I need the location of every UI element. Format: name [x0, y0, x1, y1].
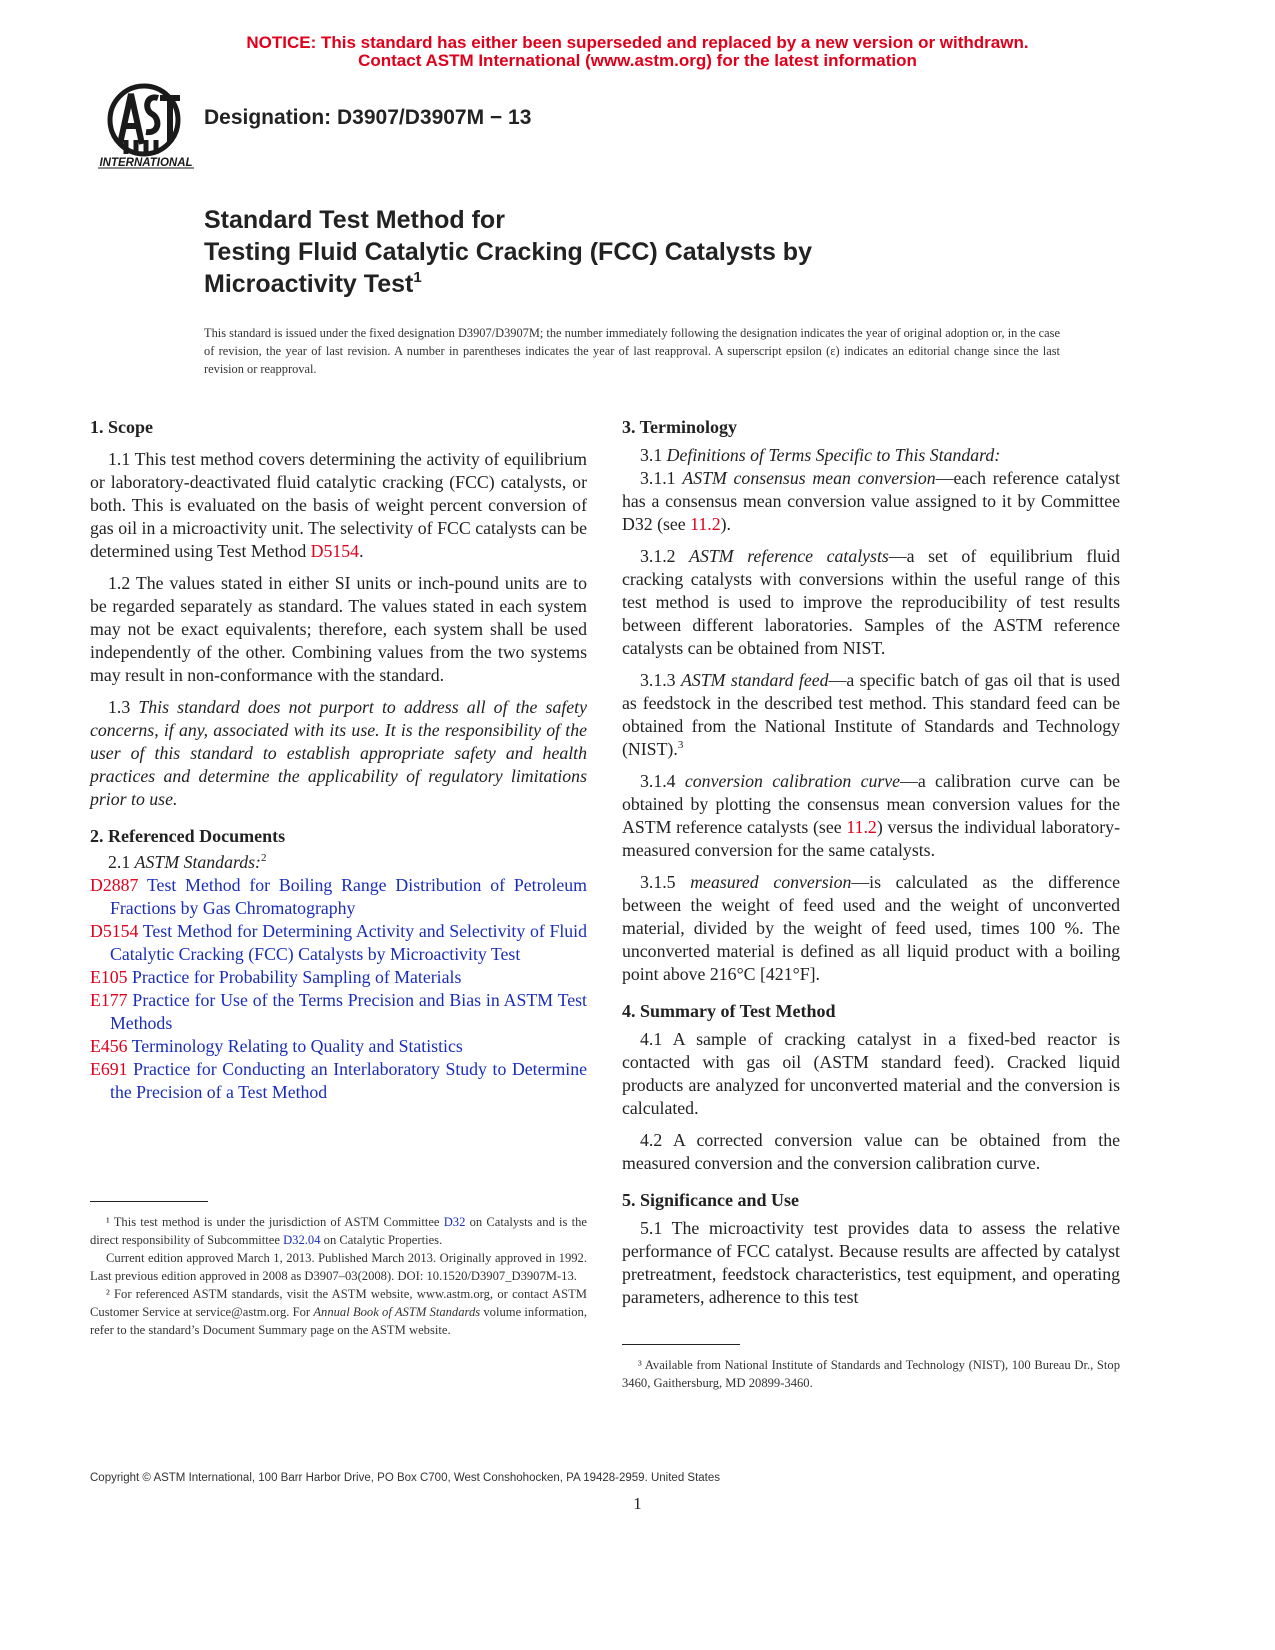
ref-title[interactable]: Test Method for Determining Activity and Selectivity of Fluid Catalytic Cracking (FCC) Catalysts by Microactivity Test: [110, 921, 587, 964]
para-3-1-4-end: ) versus the individual laboratory-measured conversion for the same catalysts.: [622, 817, 1120, 860]
para-1-1-end: .: [359, 541, 364, 561]
title-line-1: Standard Test Method for: [204, 206, 505, 234]
para-3-1-text: Definitions of Terms Specific to This Standard:: [666, 445, 1001, 465]
ref-title[interactable]: Practice for Probability Sampling of Materials: [127, 967, 462, 987]
designation: Designation: D3907/D3907M − 13: [204, 106, 532, 129]
para-3-1: [622, 444, 1120, 467]
footnote-2: [90, 1285, 587, 1339]
para-4-2: 4.2 A corrected conversion value can be obtained from the measured conversion and the conversion calibration curve.: [622, 1130, 1120, 1173]
footnote-2-italic: Annual Book of ASTM Standards: [313, 1305, 481, 1319]
title-line-3: [204, 268, 1154, 300]
term-consensus-mean: ASTM consensus mean conversion: [682, 468, 936, 488]
para-3-1-1-num: 3.1.1: [640, 468, 683, 488]
right-column: [622, 416, 1120, 1318]
ref-title[interactable]: Practice for Conducting an Interlaboratory Study to Determine the Precision of a Test Method: [110, 1059, 587, 1102]
para-3-1-3: [622, 669, 1120, 761]
para-3-1-5-text: —is calculated as the difference between the weight of feed used and the weight of unconverted material, divided by the weight of feed used, times 100 %. The unconverted material is defined as all liquid product with a boiling point above 216°C [421°F].: [622, 872, 1120, 984]
footnote-1-text-c: on Catalytic Properties.: [320, 1233, 443, 1247]
para-1-1: [90, 448, 587, 563]
footnotes-right: [622, 1356, 1120, 1392]
copyright-line: Copyright © ASTM International, 100 Barr Harbor Drive, PO Box C700, West Conshohocken, PA 19428-2959. United States: [90, 1472, 721, 1484]
para-3-1-5-num: 3.1.5: [640, 872, 691, 892]
para-5-1: 5.1 The microactivity test provides data to assess the relative performance of FCC catalyst. Because results are affected by catalyst pretreatment, feedstock characteristics, test equipment, and operating parameters, adherence to this test: [622, 1218, 1120, 1307]
title-line-3-text: Microactivity Test: [204, 270, 414, 298]
page-number: 1: [633, 1494, 642, 1513]
para-1-3-num: 1.3: [108, 697, 139, 717]
term-standard-feed: ASTM standard feed: [681, 670, 829, 690]
section-3-heading: 3. Terminology: [622, 417, 738, 437]
ref-code[interactable]: E177: [90, 990, 128, 1010]
term-calibration-curve: conversion calibration curve: [684, 771, 901, 791]
para-3-1-3-text: —a specific batch of gas oil that is used as feedstock in the described test method. This standard feed can be obtained from the National Institute of Standards and Technology (NIST).: [622, 670, 1120, 759]
para-3-1-4-num: 3.1.4: [640, 771, 685, 791]
title-line-2: Testing Fluid Catalytic Cracking (FCC) Catalysts by: [204, 238, 812, 266]
section-2-heading: 2. Referenced Documents: [90, 826, 286, 846]
section-4-heading: 4. Summary of Test Method: [622, 1001, 836, 1021]
section-5-heading: 5. Significance and Use: [622, 1190, 800, 1210]
withdrawal-notice: [0, 34, 1275, 70]
term-reference-catalysts: ASTM reference catalysts: [689, 546, 889, 566]
footnote-1-mark: ¹: [106, 1215, 110, 1229]
para-3-1-4: [622, 770, 1120, 862]
para-3-1-num: 3.1: [640, 445, 667, 465]
footnote-3: [622, 1356, 1120, 1392]
ref-item[interactable]: [90, 920, 587, 966]
footnote-1-edition: Current edition approved March 1, 2013. Published March 2013. Originally approved in 1992. Last previous edition approved in 2008 as D3907–03(2008). DOI: 10.1520/D3907_D3907M-13.: [90, 1251, 587, 1283]
footnote-rule-right: [622, 1344, 740, 1345]
logo-wordmark: INTERNATIONAL: [99, 157, 193, 169]
left-column: [90, 416, 587, 1104]
para-1-3-text: This standard does not purport to address all of the safety concerns, if any, associated with its use. It is the responsibility of the user of this standard to establish appropriate safety and health practices and determine the applicability of regulatory limitations prior to use.: [90, 697, 587, 809]
ref-title[interactable]: Test Method for Boiling Range Distribution of Petroleum Fractions by Gas Chromatography: [110, 875, 587, 918]
title-footnote-mark: 1: [413, 269, 422, 286]
footnote-3-mark: 3: [677, 739, 684, 752]
ref-item[interactable]: [90, 1058, 587, 1104]
para-3-1-1-text: —each reference catalyst has a consensus mean conversion value assigned to it by Committee D32 (see: [622, 468, 1120, 534]
para-2-1-num: 2.1: [108, 852, 135, 872]
ref-item[interactable]: [90, 874, 587, 920]
para-4-1: 4.1 A sample of cracking catalyst in a fixed-bed reactor is contacted with gas oil (ASTM standard feed). Cracked liquid products are analyzed for unconverted material and the conversion is calculated.: [622, 1029, 1120, 1118]
ref-code[interactable]: E456: [90, 1036, 128, 1056]
ref-item[interactable]: [90, 989, 587, 1035]
para-3-1-3-num: 3.1.3: [640, 670, 682, 690]
section-1-heading: 1. Scope: [90, 417, 153, 437]
para-3-1-4-text: —a calibration curve can be obtained by plotting the consensus mean conversion values for the ASTM reference catalysts (see: [622, 771, 1120, 837]
ref-item[interactable]: [90, 1035, 587, 1058]
term-measured-conversion: measured conversion: [690, 872, 852, 892]
footnote-2-text-a: For referenced ASTM standards, visit the ASTM website, www.astm.org, or contact ASTM Customer Service at service@astm.org. For: [90, 1287, 587, 1319]
para-3-1-1-end: ).: [720, 514, 731, 534]
para-3-1-2-num: 3.1.2: [640, 546, 690, 566]
footnote-2-mark-text: ²: [106, 1287, 110, 1301]
link-d32[interactable]: D32: [443, 1215, 466, 1229]
footnotes-left: [90, 1213, 587, 1339]
astm-logo-icon: [96, 80, 196, 172]
ref-code[interactable]: D2887: [90, 875, 139, 895]
ref-title[interactable]: Terminology Relating to Quality and Statistics: [127, 1036, 463, 1056]
footnote-1-text-a: This test method is under the jurisdiction of ASTM Committee: [109, 1215, 444, 1229]
ref-code[interactable]: E691: [90, 1059, 128, 1079]
link-11-2[interactable]: 11.2: [846, 817, 877, 837]
link-d32-04[interactable]: D32.04: [283, 1233, 321, 1247]
footnote-rule-left: [90, 1201, 208, 1202]
notice-line-1: NOTICE: This standard has either been superseded and replaced by a new version or withdrawn.: [246, 33, 1029, 52]
para-3-1-2: [622, 545, 1120, 660]
document-title: [204, 204, 1154, 300]
astm-logo: [96, 80, 196, 172]
footnote-1: [90, 1213, 587, 1249]
notice-line-2: Contact ASTM International (www.astm.org) for the latest information: [358, 51, 917, 70]
link-d5154[interactable]: D5154: [310, 541, 360, 561]
ref-title[interactable]: Practice for Use of the Terms Precision and Bias in ASTM Test Methods: [110, 990, 587, 1033]
issued-note: This standard is issued under the fixed designation D3907/D3907M; the number immediately following the designation indicates the year of original adoption or, in the case of revision, the year of last revision. A number in parentheses indicates the year of last reapproval. A superscript epsilon (ε) indicates an editorial change since the last revision or reapproval.: [204, 326, 1060, 376]
footnote-2-text-b: volume information, refer to the standard’s Document Summary page on the ASTM website.: [90, 1305, 587, 1337]
footnote-2-mark: 2: [260, 852, 267, 865]
para-3-1-5: [622, 871, 1120, 986]
para-1-3: [90, 696, 587, 811]
ref-item[interactable]: [90, 966, 587, 989]
footnote-3-text: Available from National Institute of Standards and Technology (NIST), 100 Bureau Dr., Stop 3460, Gaithersburg, MD 20899-3460.: [622, 1358, 1120, 1390]
link-11-2[interactable]: 11.2: [690, 514, 721, 534]
para-3-1-2-text: —a set of equilibrium fluid cracking catalysts with conversions within the useful range of this test method is used to improve the reproducibility of test results between different laboratories. Samples of the ASTM reference catalysts can be obtained from NIST.: [622, 546, 1120, 658]
ref-code[interactable]: E105: [90, 967, 128, 987]
para-2-1-text: ASTM Standards:: [134, 852, 261, 872]
para-1-1-text: 1.1 This test method covers determining the activity of equilibrium or laboratory-deactivated fluid catalytic cracking (FCC) catalysts, or both. This is evaluated on the basis of weight percent conversion of gas oil in a microactivity unit. The selectivity of FCC catalysts can be determined using Test Method: [90, 449, 587, 561]
footnote-3-mark-text: ³: [638, 1358, 642, 1372]
para-2-1: [90, 851, 587, 874]
para-3-1-1: [622, 467, 1120, 536]
footnote-1-text-b: on Catalysts and is the direct responsibility of Subcommittee: [90, 1215, 587, 1247]
para-1-2: 1.2 The values stated in either SI units or inch-pound units are to be regarded separately as standard. The values stated in each system may not be exact equivalents; therefore, each system shall be used independently of the other. Combining values from the two systems may result in non-conformance with the standard.: [90, 573, 587, 685]
ref-code[interactable]: D5154: [90, 921, 139, 941]
